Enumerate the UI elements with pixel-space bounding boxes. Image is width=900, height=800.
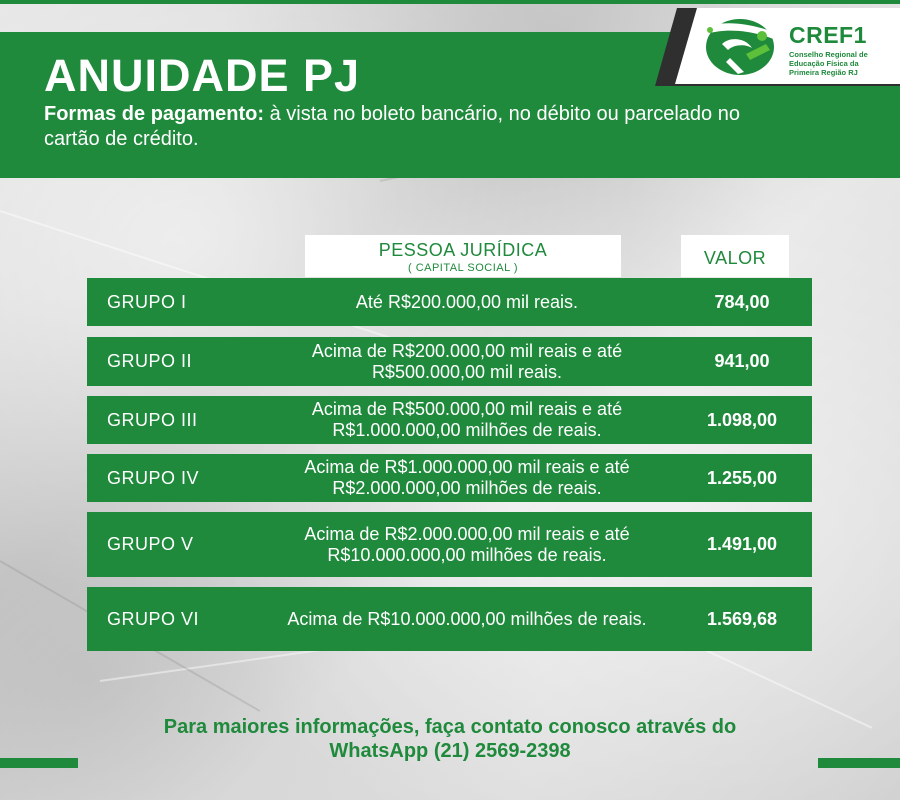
row-description-line: R$500.000,00 mil reais.: [371, 361, 563, 382]
row-description-text: Acima de R$10.000.000,00 milhões de reais.: [287, 608, 647, 629]
row-group: GRUPO V: [107, 534, 194, 554]
table-row: [87, 278, 812, 326]
row-value: 1.255,00: [706, 467, 778, 488]
row-group: GRUPO VI: [107, 608, 200, 629]
page-title: ANUIDADE PJ: [44, 50, 361, 101]
row-description: [247, 396, 687, 444]
row-description-line: Acima de R$200.000,00 mil reais e até: [311, 340, 623, 361]
row-value: 784,00: [714, 291, 770, 312]
row-description: [247, 278, 687, 326]
row-description: [247, 454, 687, 502]
row-value: 1.491,00: [706, 534, 778, 554]
row-value: 1.569,68: [706, 608, 778, 629]
row-group: GRUPO IV: [107, 467, 200, 488]
subtitle-bold: Formas de pagamento:: [44, 103, 265, 125]
row-description: [247, 512, 687, 577]
subtitle-text: à vista no boleto bancário, no débito ou parcelado no cartão de crédito.: [44, 103, 740, 150]
row-description-line: R$10.000.000,00 milhões de reais.: [327, 544, 607, 565]
row-value: 941,00: [714, 351, 770, 371]
row-description: [247, 337, 687, 386]
row-description-line: Acima de R$1.000.000,00 mil reais e até: [304, 457, 630, 477]
row-description-line: R$2.000.000,00 milhões de reais.: [332, 478, 602, 498]
row-value: 1.098,00: [706, 409, 778, 430]
row-description-text: Até R$200.000,00 mil reais.: [355, 291, 579, 312]
table-row: [87, 512, 812, 577]
logo-subtitle-line: Primeira Região RJ: [789, 68, 858, 77]
footer-whatsapp: WhatsApp (21) 2569-2398: [329, 740, 571, 762]
top-accent-strip: [0, 0, 900, 4]
footer-accent-bar-right: [818, 758, 900, 768]
table-row: [87, 454, 812, 502]
row-description: [247, 587, 687, 651]
table-row: [87, 396, 812, 444]
footer-accent-bar-left: [0, 758, 78, 768]
row-description-line: Acima de R$500.000,00 mil reais e até: [311, 399, 623, 419]
column-header-label: PESSOA JURÍDICA: [378, 240, 548, 260]
logo-subtitle-line: Educação Física da: [789, 59, 859, 68]
row-group: GRUPO III: [107, 409, 198, 430]
table-row: [87, 337, 812, 386]
column-header-valor: VALOR: [681, 235, 789, 277]
logo-subtitle: [789, 50, 894, 77]
row-group: GRUPO II: [107, 351, 193, 371]
footer-line: Para maiores informações, faça contato conosco através do: [163, 716, 737, 738]
logo-subtitle-line: Conselho Regional de: [789, 50, 868, 59]
logo-name: CREF1: [789, 22, 867, 48]
row-description-line: R$1.000.000,00 milhões de reais.: [332, 420, 602, 440]
footer-contact: [60, 715, 840, 763]
row-description-line: Acima de R$2.000.000,00 mil reais e até: [304, 523, 630, 544]
table-row: [87, 587, 812, 651]
cref-athlete-logo-icon: [700, 14, 780, 80]
row-group: GRUPO I: [107, 291, 187, 312]
page-subtitle: [44, 102, 744, 152]
column-header-pessoa-juridica: [305, 235, 621, 277]
column-header-sublabel: ( CAPITAL SOCIAL ): [407, 262, 519, 274]
